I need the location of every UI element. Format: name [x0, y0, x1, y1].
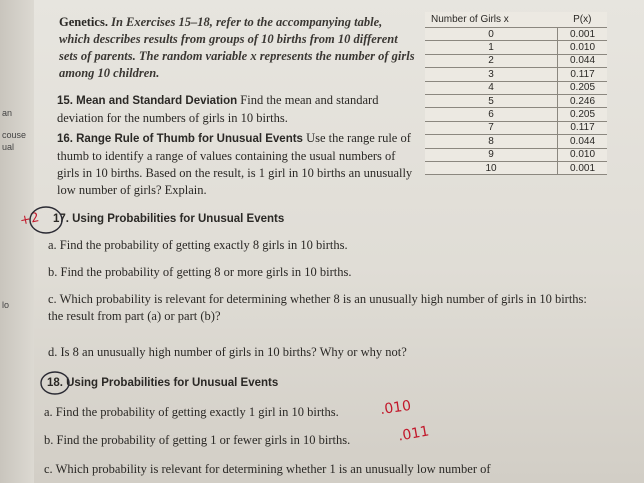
exercise-text: Use the range rule of thumb to identify a range of values containing the usual numbers of girls in 10 births. Based on the result, is 1 girl in 10 births an unusually low number of girls? Explain.	[57, 131, 413, 197]
cell-p: 0.205	[558, 81, 607, 94]
cell-x: 10	[425, 161, 558, 174]
exercise-heading: Mean and Standard Deviation	[76, 95, 238, 107]
exercise-number: 17.	[53, 213, 69, 225]
intro-paragraph	[59, 14, 415, 82]
exercise-17a: a. Find the probability of getting exactly 8 girls in 10 births.	[48, 238, 348, 252]
exercise-17b: b. Find the probability of getting 8 or more girls in 10 births.	[48, 265, 352, 279]
table-row	[425, 135, 607, 148]
intro-bold: Genetics.	[59, 15, 108, 29]
probability-table	[425, 12, 607, 175]
table-row	[425, 121, 607, 134]
table-row	[425, 28, 607, 41]
cell-x: 2	[425, 54, 558, 67]
margin-mark: an	[2, 108, 13, 118]
cell-p: 0.246	[558, 94, 607, 107]
exercise-text: Find the mean and standard deviation for the numbers of girls in 10 births.	[57, 93, 379, 125]
exercise-number: 18.	[47, 377, 63, 389]
exercise-17-heading	[53, 210, 613, 228]
cell-p: 0.044	[558, 135, 607, 148]
margin-mark: lo	[2, 300, 10, 310]
cell-p: 0.001	[558, 161, 607, 174]
handwritten-circle-18	[38, 370, 72, 396]
exercise-17c: c. Which probability is relevant for determining whether 8 is an unusually high number of girls in 10 births: the result from part (a) or part (b)?	[48, 292, 587, 323]
table-row	[425, 108, 607, 121]
cell-p: 0.205	[558, 108, 607, 121]
left-margin	[0, 0, 34, 483]
cell-x: 6	[425, 108, 558, 121]
exercise-16	[57, 130, 417, 199]
table-row	[425, 148, 607, 161]
cell-p: 0.001	[558, 28, 607, 41]
exercise-18a: a. Find the probability of getting exactly 1 girl in 10 births.	[44, 405, 339, 419]
cell-x: 4	[425, 81, 558, 94]
table-row	[425, 161, 607, 174]
cell-x: 7	[425, 121, 558, 134]
exercise-number: 16.	[57, 133, 73, 145]
table-row	[425, 81, 607, 94]
handwritten-answer-18a: .010	[379, 397, 413, 419]
cell-p: 0.010	[558, 148, 607, 161]
cell-x: 9	[425, 148, 558, 161]
cell-x: 0	[425, 28, 558, 41]
cell-x: 8	[425, 135, 558, 148]
exercise-17d: d. Is 8 an unusually high number of girls in 10 births? Why or why not?	[48, 345, 407, 359]
table-header-x: Number of Girls x	[431, 14, 509, 25]
table-row	[425, 94, 607, 107]
exercise-number: 15.	[57, 95, 73, 107]
exercise-15	[57, 92, 417, 127]
table-row	[425, 68, 607, 81]
exercise-heading: Range Rule of Thumb for Unusual Events	[76, 133, 303, 145]
cell-p: 0.117	[558, 68, 607, 81]
handwritten-score: +2	[18, 210, 41, 229]
exercise-18b: b. Find the probability of getting 1 or fewer girls in 10 births.	[44, 433, 351, 447]
intro-italic: In Exercises 15–18, refer to the accompanying table, which describes results from groups of 10 births from 10 different sets of parents. The random variable x represents the number of girls among 10 children.	[59, 15, 415, 80]
margin-mark: ual	[2, 142, 15, 152]
margin-mark: couse	[2, 130, 27, 140]
table-row	[425, 54, 607, 67]
exercise-heading: Using Probabilities for Unusual Events	[72, 213, 285, 225]
exercise-18c: c. Which probability is relevant for determining whether 1 is an unusually low number of	[44, 462, 491, 476]
exercise-heading: Using Probabilities for Unusual Events	[66, 377, 279, 389]
cell-p: 0.044	[558, 54, 607, 67]
table-header-p: P(x)	[573, 14, 592, 25]
cell-x: 5	[425, 94, 558, 107]
exercise-18-heading	[47, 374, 607, 392]
cell-p: 0.010	[558, 41, 607, 54]
cell-x: 3	[425, 68, 558, 81]
handwritten-circle-17	[26, 202, 66, 238]
cell-p: 0.117	[558, 121, 607, 134]
table-row	[425, 41, 607, 54]
handwritten-answer-18b: .011	[396, 423, 431, 445]
cell-x: 1	[425, 41, 558, 54]
